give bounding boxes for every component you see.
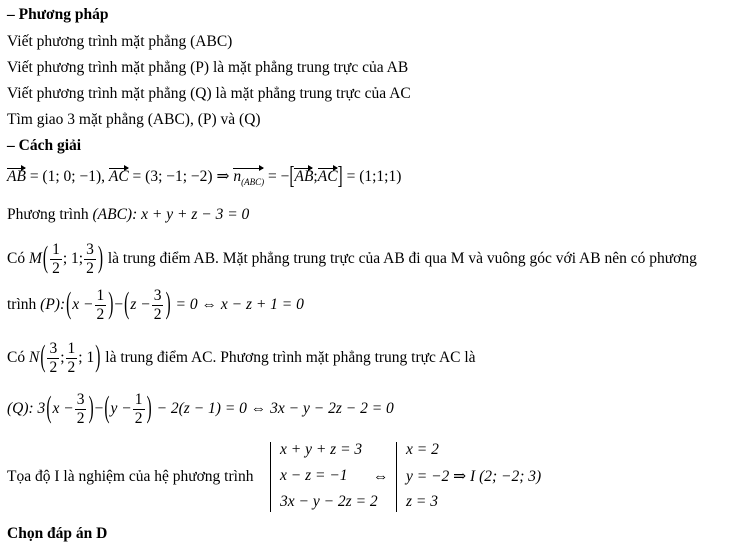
cross-prefix: = − (267, 168, 290, 185)
plane-p-line: trình (P):(x − $\frac{1}{2}$ )−(z − $\frac{3}{2}$ ) = 0 ⇔ x − z + 1 = 0 (7, 287, 304, 323)
system-eq-1: x + y + z = 3 (280, 441, 363, 458)
method-step-4: Tìm giao 3 mặt phẳng (ABC), (P) và (Q) (7, 111, 261, 128)
plane-abc-prefix: Phương trình (7, 206, 89, 223)
left-brace (270, 442, 279, 512)
plane-p-name: (P): (40, 296, 66, 313)
m-y-value: ; 1; (62, 250, 84, 267)
solution-y: y = −2 ⇒ I (2; −2; 3) (406, 468, 542, 485)
midpoint-m-name: M (28, 250, 42, 267)
midpoint-n-name: N (28, 349, 40, 366)
system-arrow: ⇔ (373, 468, 389, 485)
vector-ac: AC (108, 168, 129, 185)
method-heading: – Phương pháp (7, 6, 109, 23)
solution-x: x = 2 (406, 441, 439, 458)
vector-ab-value: = (1; 0; −1), (29, 168, 105, 185)
m-x-fraction: $\frac{1}{2}$ (52, 241, 60, 277)
plane-q-result: − 2(z − 1) = 0 ⇔ 3x − y − 2z − 2 = 0 (156, 400, 394, 417)
system-eq-3: 3x − y − 2z = 2 (280, 493, 378, 510)
method-step-1: Viết phương trình mặt phẳng (ABC) (7, 33, 233, 50)
plane-q-name: (Q): 3 (7, 400, 46, 417)
q-term1-fraction: $\frac{3}{2}$ (76, 391, 85, 427)
midpoint-n-line: Có N( $\frac{3}{2}$ ; $\frac{1}{2}$ ; 1) là trung điểm AC. Phương trình mặt phẳng trung trực AC là (7, 340, 476, 376)
p-term2-fraction: $\frac{3}{2}$ (153, 287, 162, 323)
plane-q-line: (Q): 3(x − $\frac{3}{2}$ )−(y − $\frac{1}{2}$ ) − 2(z − 1) = 0 ⇔ 3x − y − 2z − 2 = 0 (7, 391, 394, 427)
midpoint-m-intro: Có (7, 250, 26, 267)
cross-result: = (1;1;1) (346, 168, 402, 185)
cross-vector-ac: AC (317, 168, 338, 185)
answer: Chọn đáp án D (7, 525, 108, 542)
midpoint-n-description: là trung điểm AC. Phương trình mặt phẳng trung trực AC là (105, 349, 476, 366)
method-step-2: Viết phương trình mặt phẳng (P) là mặt phẳng trung trực của AB (7, 59, 409, 76)
cross-sep: ; (313, 168, 318, 185)
system-equations (268, 440, 378, 514)
cross-vector-ab: AB (294, 168, 314, 185)
plane-abc-equation: : x + y + z − 3 = 0 (132, 206, 250, 223)
n-z-value: ; 1 (78, 349, 95, 366)
midpoint-n-intro: Có (7, 349, 26, 366)
m-z-fraction: $\frac{3}{2}$ (86, 241, 94, 277)
normal-vector-label: n (233, 168, 242, 185)
bracket-close: ] (337, 163, 343, 191)
bracket-open: [ (289, 163, 295, 191)
solution-z: z = 3 (406, 493, 438, 510)
p-term1-fraction: $\frac{1}{2}$ (96, 287, 105, 323)
plane-p-result: = 0 ⇔ x − z + 1 = 0 (175, 296, 304, 313)
system-solution (394, 440, 544, 514)
method-step-3: Viết phương trình mặt phẳng (Q) là mặt phẳng trung trực của AC (7, 85, 411, 102)
normal-vector-sub: (ABC) (241, 177, 265, 187)
n-y-fraction: $\frac{1}{2}$ (67, 340, 76, 376)
vector-ac-value: = (3; −1; −2) ⇒ (132, 168, 230, 185)
q-term2-fraction: $\frac{1}{2}$ (134, 391, 143, 427)
normal-vector (233, 168, 264, 191)
midpoint-m-description: là trung điểm AB. Mặt phẳng trung trực của AB đi qua M và vuông góc với AB nên có phương (107, 250, 697, 267)
system-eq-2: x − z = −1 (280, 467, 348, 484)
system-prefix: Tọa độ I là nghiệm của hệ phương trình (7, 468, 254, 485)
plane-abc-name: (ABC) (92, 206, 133, 223)
vectors-line (7, 163, 402, 191)
plane-p-prefix: trình (7, 296, 37, 313)
solution-heading: – Cách giải (7, 137, 82, 154)
midpoint-m-line: Có M( $\frac{1}{2}$ ; 1; $\frac{3}{2}$ ) là trung điểm AB. Mặt phẳng trung trực của AB đi qua M và vuông góc với AB nên có phương (7, 241, 697, 277)
right-brace (396, 442, 405, 512)
n-x-fraction: $\frac{3}{2}$ (49, 340, 58, 376)
vector-ab: AB (7, 168, 26, 185)
